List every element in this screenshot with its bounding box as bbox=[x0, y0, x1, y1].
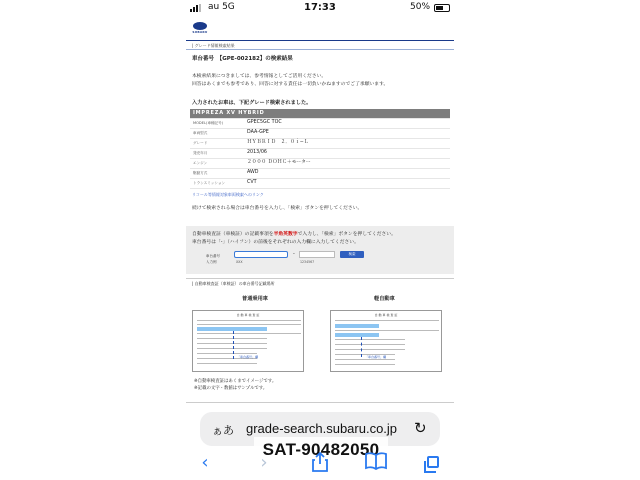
card-label-kei: 軽自動車 bbox=[374, 296, 395, 302]
chassis-number-input[interactable] bbox=[299, 251, 335, 258]
disclaimer-1: 本検索結果につきましては、参考情報としてご活用ください。 bbox=[192, 74, 327, 79]
clock: 17:33 bbox=[304, 2, 336, 13]
search-panel bbox=[186, 226, 454, 274]
card-label-passenger: 普通乗用車 bbox=[242, 296, 268, 302]
notes: ※自動車検査証はあくまでイメージです。 ※記載の文字・数値はサンプルです。 bbox=[194, 379, 277, 392]
table-row: エンジン ２０００ ＤＯＨＣ＋モーター bbox=[190, 159, 450, 169]
continue-text: 続けて検索される場合は車台番号を入力し、「検索」ボタンを押してください。 bbox=[192, 206, 363, 211]
web-page bbox=[186, 16, 454, 408]
chevron-right-icon[interactable]: › bbox=[260, 452, 268, 473]
disclaimer-2: 回答はあくまでも参考であり、回答に対する責任は一切負いかねますのでご了承願います。 bbox=[192, 82, 389, 87]
table-row: 発売年月 2013/06 bbox=[190, 149, 450, 159]
hyphen-separator: - bbox=[293, 251, 295, 257]
footer-rule bbox=[186, 402, 454, 403]
watermark: SAT-90482050 bbox=[254, 437, 388, 463]
chassis-prefix-example: XXX bbox=[236, 260, 243, 264]
table-row: 駆動方式 AWD bbox=[190, 169, 450, 179]
chassis-number-example: 1234567 bbox=[300, 260, 315, 264]
chassis-prefix-input[interactable] bbox=[234, 251, 288, 258]
phone-screen bbox=[186, 0, 454, 480]
tabs-icon[interactable] bbox=[421, 452, 445, 474]
book-icon[interactable] bbox=[364, 452, 388, 476]
breadcrumb-rule bbox=[186, 49, 454, 50]
header-rule bbox=[186, 40, 454, 41]
example-label: 入力例 bbox=[206, 260, 217, 264]
signal-icon bbox=[190, 4, 204, 12]
card-marker-passenger: 「車台番号」欄 bbox=[237, 355, 259, 359]
grade-table bbox=[190, 109, 450, 189]
battery-icon bbox=[434, 4, 450, 12]
table-row: MODEL(車種記号) GPEC5GC TOC bbox=[190, 119, 450, 129]
reader-aa-button[interactable]: ぁあ bbox=[212, 424, 234, 437]
model-banner: IMPREZA XV HYBRID bbox=[190, 109, 450, 119]
card-marker-kei: 「車台番号」欄 bbox=[365, 355, 387, 359]
table-row: 車両型式 DAA-GPE bbox=[190, 129, 450, 139]
table-row: トランスミッション CVT bbox=[190, 178, 450, 188]
recall-link[interactable]: リコール等情報対象車両検索へのリンク bbox=[192, 192, 264, 197]
grade-heading: 入力されたお車は、下記グレード検索されました。 bbox=[192, 100, 312, 106]
subaru-logo-icon bbox=[193, 22, 207, 30]
status-bar bbox=[186, 0, 454, 16]
table-row: グレード ＨＹＢＲＩＤ ２．０ｉ−Ｌ bbox=[190, 139, 450, 149]
url-text[interactable]: grade-search.subaru.co.jp bbox=[246, 421, 398, 436]
share-icon[interactable] bbox=[308, 452, 332, 478]
breadcrumb: | グレード情報検索結果 bbox=[192, 43, 235, 48]
chassis-label: 車台番号 bbox=[206, 254, 220, 258]
reload-icon[interactable]: ↻ bbox=[414, 419, 427, 437]
search-button[interactable]: 検索 bbox=[340, 251, 364, 258]
subaru-logo[interactable]: SUBARU bbox=[192, 22, 208, 34]
carrier-label: au 5G bbox=[208, 2, 235, 12]
chevron-left-icon[interactable]: ‹ bbox=[201, 452, 209, 473]
certificate-image-passenger: 自 動 車 検 査 証 「車台番号」欄 bbox=[192, 310, 304, 372]
result-heading: 車台番号 【GPE-002182】の検索結果 bbox=[192, 56, 293, 62]
search-instruction-2: 車台番号は「-」（ハイフン）の前後をそれぞれの入力欄に入力してください。 bbox=[192, 240, 359, 245]
cert-section-title: | 自動車検査証（車検証）の車台番号記載場所 bbox=[192, 281, 275, 286]
search-instruction-1: 自動車検査証（車検証）の記載事項を半角英数字で入力し、「検索」ボタンを押してください。 bbox=[192, 232, 396, 237]
certificate-image-kei: 自 動 車 検 査 証 「車台番号」欄 bbox=[330, 310, 442, 372]
section-rule bbox=[186, 278, 454, 279]
battery-percent: 50% bbox=[410, 2, 431, 12]
